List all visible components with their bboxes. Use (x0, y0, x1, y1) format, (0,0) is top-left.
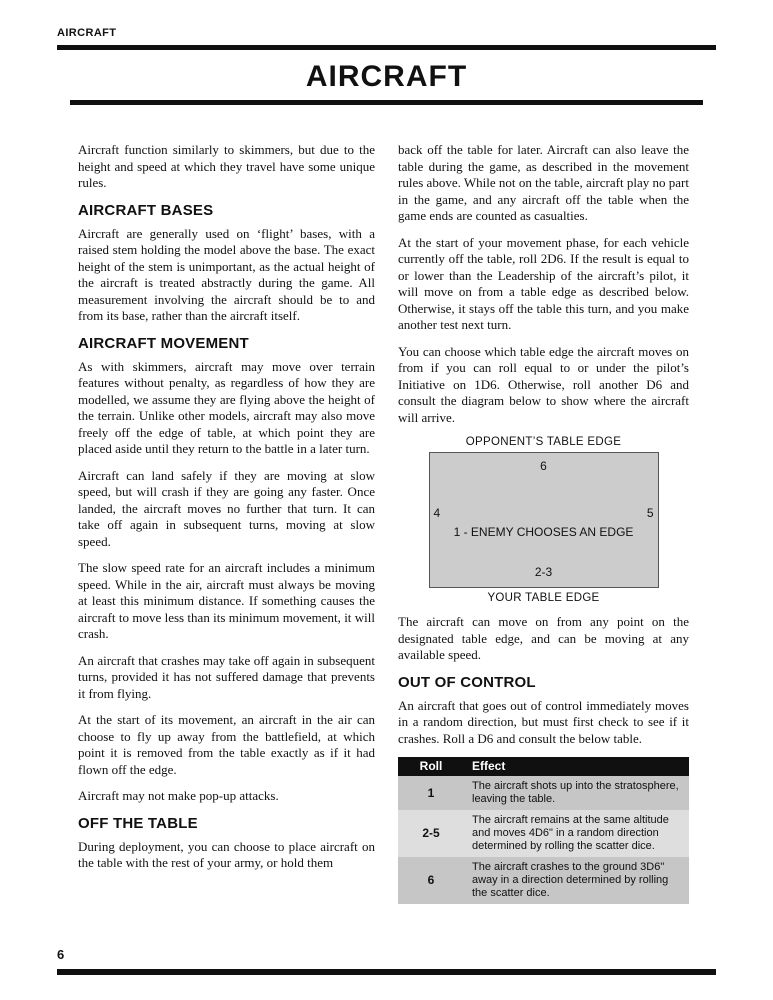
paragraph: Aircraft may not make pop-up attacks. (78, 788, 279, 803)
out-of-control-table (398, 757, 689, 904)
paragraph: An aircraft that crashes may take off again in subsequent turns, provided it has not suffered damage that prevents it from flying. (78, 652, 375, 701)
table-edge-diagram (398, 436, 689, 604)
table-header-roll: Roll (398, 757, 464, 776)
paragraph: Aircraft can land safely if they are moving at slow speed, but will crash if they are going any faster. Once landed, the aircraft moves no further that turn. It can take off again in subsequent turns, moving at slow speed. (78, 467, 375, 549)
effect-text: The aircraft shots up into the stratosphere, leaving the table. (472, 780, 679, 805)
left-column (78, 142, 375, 882)
diagram-edge-left: 4 (433, 506, 441, 520)
paragraph: As with skimmers, aircraft may move over terrain features without penalty, as regardless of how they are modelled, we assume they are flying above the height of the terrain. Unlike other models, aircraft may also move freely off the edge of table, at which point they are placed aside until they return to the battle in a later turn. (78, 358, 375, 456)
page-title: AIRCRAFT (305, 60, 468, 93)
diagram-box (429, 452, 659, 588)
table-row (398, 776, 689, 810)
paragraph: back off the table for later. Aircraft can also leave the table during the game, as described in the movement rules above. While not on the table, aircraft play no part in the game, and any aircraft off the table when the game ends are counted as casualties. (398, 142, 689, 223)
diagram-edge-right: 5 (646, 506, 654, 520)
paragraph: The slow speed rate for an aircraft includes a minimum speed. While in the air, aircraft must always be moving at least this minimum distance. If something causes the aircraft to move less than its minimum movement, it will crash. (78, 560, 375, 641)
section-heading-aircraft-movement: AIRCRAFT MOVEMENT (78, 334, 249, 352)
diagram-edge-top: 6 (540, 459, 547, 473)
paragraph: Aircraft are generally used on ‘flight’ bases, with a raised stem holding the model above the base. The exact height of the stem is unimportant, as the actual height of the aircraft is treated abstractly during the game. All measurement involving the aircraft should be to and from its base, rather than the aircraft itself. (78, 225, 375, 323)
table-header-row (398, 757, 689, 776)
diagram-bottom-label: YOUR TABLE EDGE (487, 592, 600, 604)
table-row (398, 857, 689, 904)
page-number: 6 (57, 947, 65, 962)
top-rule (57, 45, 716, 50)
section-heading-off-the-table: OFF THE TABLE (78, 814, 198, 832)
page-kicker: AIRCRAFT (57, 27, 117, 39)
roll-value: 2-5 (422, 826, 440, 840)
bottom-rule (57, 969, 716, 975)
roll-value: 1 (427, 785, 435, 800)
paragraph: The aircraft can move on from any point on the designated table edge, and can be moving at any available speed. (398, 614, 689, 662)
paragraph: During deployment, you can choose to place aircraft on the table with the rest of your army, or hold them (78, 838, 375, 870)
roll-value: 6 (427, 873, 435, 887)
paragraph: At the start of your movement phase, for each vehicle currently off the table, roll 2D6. If the result is equal to or lower than the Leadership of the aircraft’s pilot, it will move on from a table edge as described below. Otherwise, it stays off the table this turn, and you make another test next turn. (398, 234, 689, 332)
table-header-effect: Effect (464, 757, 689, 776)
effect-text: The aircraft crashes to the ground 3D6" away in a direction determined by rolling the scatter dice. (472, 861, 669, 899)
paragraph: An aircraft that goes out of control immediately moves in a random direction, but must first check to see if it crashes. Roll a D6 and consult the below table. (398, 697, 689, 746)
diagram-top-label: OPPONENT’S TABLE EDGE (465, 436, 622, 448)
table-row (398, 810, 689, 857)
section-heading-out-of-control: OUT OF CONTROL (398, 673, 536, 691)
effect-text: The aircraft remains at the same altitude and moves 4D6" in a random direction determined by rolling the scatter dice. (472, 814, 669, 852)
right-column (398, 142, 689, 904)
section-heading-aircraft-bases: AIRCRAFT BASES (78, 201, 214, 219)
diagram-center-label: 1 - ENEMY CHOOSES AN EDGE (453, 525, 634, 539)
paragraph: At the start of its movement, an aircraft in the air can choose to fly up away from the battlefield, at which point it is removed from the table exactly as if it had flown off the edge. (78, 712, 375, 777)
paragraph: You can choose which table edge the aircraft moves on from if you can roll equal to or under the pilot’s Initiative on 1D6. Otherwise, roll another D6 and consult the diagram below to show where the aircraft will arrive. (398, 343, 689, 425)
intro-paragraph: Aircraft function similarly to skimmers, but due to the height and speed at which they travel have some unique rules. (78, 142, 375, 190)
diagram-edge-bottom: 2-3 (534, 565, 553, 579)
title-underline-rule (70, 100, 703, 105)
